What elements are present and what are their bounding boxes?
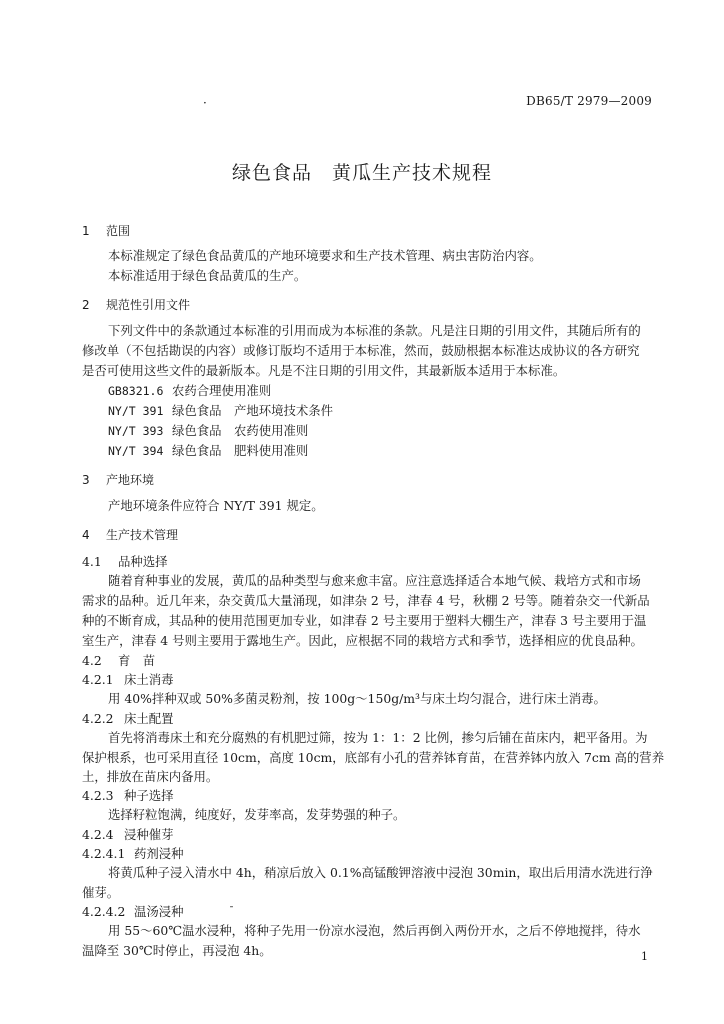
header-dot: ·: [203, 96, 207, 110]
reference-code: NY/T 391: [108, 404, 164, 418]
subsection-number: 4.2.1: [82, 672, 114, 687]
subsection-title: 种子选择: [124, 788, 174, 803]
subsection-title: 药剂浸种: [134, 846, 184, 861]
reference-code: NY/T 393: [108, 424, 164, 438]
reference-name: 绿色食品 产地环境技术条件: [172, 403, 334, 418]
standard-number: DB65/T 2979—2009: [526, 94, 652, 108]
paragraph-line: 需求的品种。近几年来，杂交黄瓜大量涌现，如津杂 2 号，津春 4 号，秋棚 2 号等。随着杂交一代新品: [82, 593, 650, 608]
paragraph-line: 催芽。: [82, 885, 120, 900]
subsection-title: 床土配置: [124, 711, 174, 726]
subsection-number: 4.2: [82, 653, 102, 668]
section-number: 3: [82, 473, 90, 487]
paragraph-line: 种的不断育成，其品种的使用范围更加专业，如津春 2 号主要用于塑料大棚生产，津春 3 号主要用于温: [82, 613, 647, 628]
reference-item: [108, 442, 308, 460]
paragraph-line: 修改单（不包括勘误的内容）或修订版均不适用于本标准，然而，鼓励根据本标准达成协议的各方研究: [82, 343, 640, 358]
paragraph-line: 将黄瓜种子浸入清水中 4h，稍凉后放入 0.1%高锰酸钾溶液中浸泡 30min，取出后用清水洗进行浄: [108, 865, 653, 880]
reference-item: [108, 422, 308, 440]
reference-item: [108, 402, 333, 420]
paragraph-line: 选择籽粒饱满，纯度好，发芽率高，发芽势强的种子。: [108, 807, 406, 822]
paragraph-line: 温降至 30℃时停止，再浸泡 4h。: [82, 943, 272, 958]
paragraph-line: 是否可使用这些文件的最新版本。凡是不注日期的引用文件，其最新版本适用于本标准。: [82, 363, 566, 378]
paragraph-line: 首先将消毒床土和充分腐熟的有机肥过筛，按为 1：1：2 比例，掺匀后铺在苗床内，耙平备用。为: [108, 730, 648, 745]
stray-mark: ˉ: [229, 906, 234, 917]
subsection-title: 床土消毒: [124, 672, 174, 687]
subsection-4-2-4-2-heading: [82, 903, 184, 921]
paragraph-line: 用 40%拌种双或 50%多菌灵粉剂，按 100g～150g/m³与床土均匀混合，进行床土消毒。: [108, 691, 606, 706]
section-3-heading: [82, 471, 154, 489]
section-1-heading: [82, 222, 130, 240]
paragraph-line: 本标准规定了绿色食品黄瓜的产地环境要求和生产技术管理、病虫害防治内容。: [108, 248, 542, 263]
paragraph-line: 保护根系，也可采用直径 10cm，高度 10cm，底部有小孔的营养钵育苗，在营养钵内放入 7cm 高的营养: [82, 750, 665, 765]
subsection-title: 品种选择: [118, 554, 168, 569]
section-number: 4: [82, 528, 90, 542]
subsection-number: 4.2.4.1: [82, 846, 126, 861]
section-4-heading: [82, 526, 178, 544]
paragraph-line: 随着育种事业的发展，黄瓜的品种类型与愈来愈丰富。应注意选择适合本地气候、栽培方式和市场: [108, 573, 641, 588]
paragraph-line: 室生产，津春 4 号则主要用于露地生产。因此，应根据不同的栽培方式和季节，选择相应的优良品种。: [82, 633, 643, 648]
subsection-4-2-4-1-heading: [82, 845, 184, 863]
paragraph-line: 产地环境条件应符合 NY/T 391 规定。: [108, 498, 324, 513]
document-title: 绿色食品 黄瓜生产技术规程: [231, 162, 492, 184]
subsection-4-2-2-heading: [82, 710, 174, 728]
subsection-number: 4.2.4.2: [82, 904, 126, 919]
subsection-4-2-3-heading: [82, 787, 174, 805]
subsection-number: 4.2.2: [82, 711, 114, 726]
reference-code: NY/T 394: [108, 444, 164, 458]
section-title: 范围: [106, 224, 131, 238]
subsection-title: 育 苗: [118, 653, 156, 668]
reference-code: GB8321.6: [108, 384, 164, 398]
paragraph-line: 用 55～60℃温水浸种，将种子先用一份凉水浸泡，然后再倒入两份开水，之后不停地搅拌，待水: [108, 923, 641, 938]
paragraph-line: 下列文件中的条款通过本标准的引用而成为本标准的条款。凡是注日期的引用文件，其随后所有的: [108, 323, 641, 338]
subsection-4-1-heading: [82, 553, 168, 571]
section-title: 产地环境: [106, 473, 155, 487]
section-number: 1: [82, 224, 90, 238]
section-title: 规范性引用文件: [106, 298, 191, 312]
subsection-number: 4.1: [82, 554, 102, 569]
reference-name: 绿色食品 肥料使用准则: [172, 443, 309, 458]
paragraph-line: 本标准适用于绿色食品黄瓜的生产。: [108, 268, 307, 283]
section-2-heading: [82, 296, 190, 314]
subsection-title: 浸种催芽: [124, 827, 174, 842]
page-number: 1: [641, 950, 648, 963]
reference-item: [108, 382, 271, 400]
subsection-4-2-4-heading: [82, 826, 174, 844]
reference-name: 绿色食品 农药使用准则: [172, 423, 309, 438]
subsection-number: 4.2.3: [82, 788, 114, 803]
subsection-number: 4.2.4: [82, 827, 114, 842]
paragraph-line: 土，排放在苗床内备用。: [82, 769, 219, 784]
subsection-4-2-heading: [82, 652, 155, 670]
reference-name: 农药合理使用准则: [172, 383, 272, 398]
section-number: 2: [82, 298, 90, 312]
subsection-4-2-1-heading: [82, 671, 174, 689]
section-title: 生产技术管理: [106, 528, 179, 542]
subsection-title: 温汤浸种: [134, 904, 184, 919]
